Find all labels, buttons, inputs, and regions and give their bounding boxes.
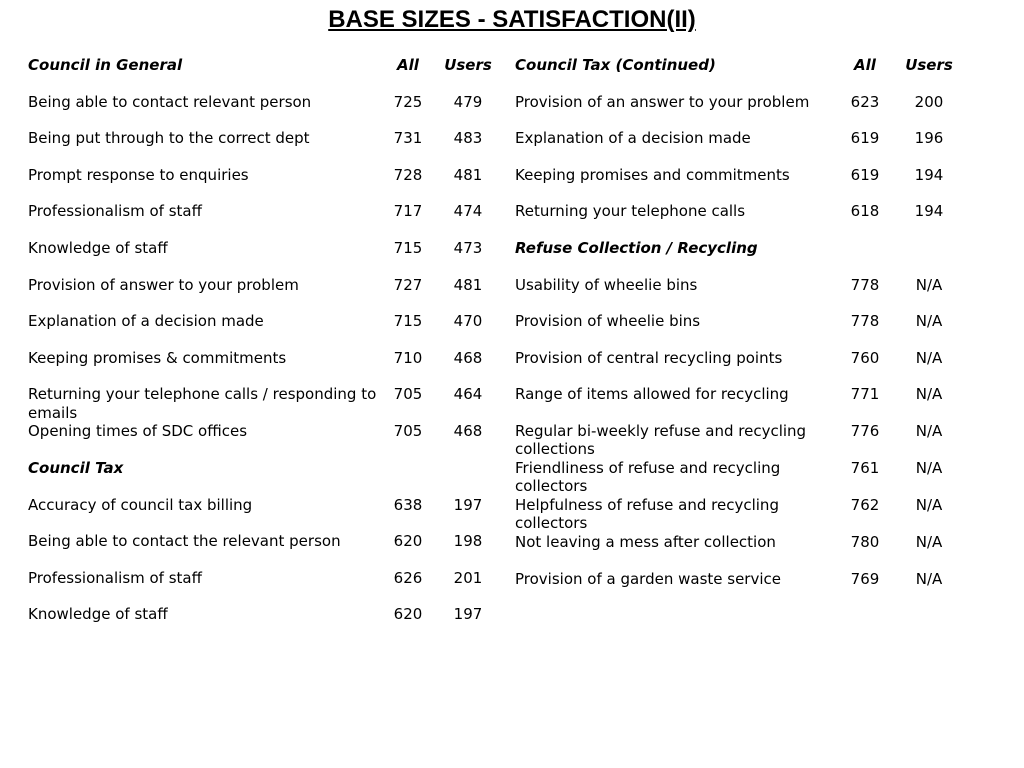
- row-label: Opening times of SDC offices: [28, 422, 248, 441]
- row-label: Keeping promises and commitments: [515, 165, 790, 184]
- council-tax-continued-table: [515, 56, 965, 606]
- table-row: [515, 93, 965, 130]
- column-header-all: All: [397, 56, 419, 74]
- table-row: [515, 129, 965, 166]
- table-row: [28, 93, 502, 130]
- table-row: [28, 276, 502, 313]
- row-users-value: N/A: [915, 458, 943, 477]
- row-label: Knowledge of staff: [28, 605, 168, 624]
- row-users-value: 194: [914, 165, 944, 184]
- section-header-row: [515, 239, 965, 276]
- table-row: [28, 605, 502, 642]
- row-all-value: 705: [393, 385, 423, 404]
- row-label: Refuse Collection / Recycling: [515, 238, 758, 257]
- row-users-value: 194: [914, 202, 944, 221]
- row-users-value: 197: [453, 605, 483, 624]
- row-label: Provision of a garden waste service: [515, 569, 781, 588]
- table-row: [515, 349, 965, 386]
- table-row: [515, 422, 965, 459]
- table-row: [28, 202, 502, 239]
- row-label: Professionalism of staff: [28, 568, 202, 587]
- row-all-value: 715: [393, 312, 423, 331]
- row-label: Explanation of a decision made: [515, 129, 751, 148]
- row-users-value: N/A: [915, 495, 943, 514]
- row-all-value: [382, 459, 434, 496]
- row-users-value: 198: [453, 532, 483, 551]
- row-all-value: 725: [393, 92, 423, 111]
- table-row: [28, 496, 502, 533]
- row-all-value: 778: [850, 312, 880, 331]
- row-all-value: 626: [393, 568, 423, 587]
- column-header-users: Users: [905, 56, 953, 74]
- row-label: Friendliness of refuse and recycling collectors: [515, 458, 781, 496]
- table-row: [515, 312, 965, 349]
- row-label: Helpfulness of refuse and recycling collectors: [515, 495, 779, 533]
- row-all-value: 761: [850, 458, 880, 477]
- row-all-value: 731: [393, 129, 423, 148]
- table-row: [28, 385, 502, 422]
- row-users-value: 197: [453, 495, 483, 514]
- row-all-value: 760: [850, 348, 880, 367]
- row-all-value: 762: [850, 495, 880, 514]
- column-header-label: Council Tax (Continued): [515, 56, 716, 74]
- section-header-row: [28, 459, 502, 496]
- table-row: [28, 312, 502, 349]
- table-row: [28, 349, 502, 386]
- row-users-value: N/A: [915, 569, 943, 588]
- table-row: [28, 532, 502, 569]
- row-label: Keeping promises & commitments: [28, 348, 287, 367]
- row-label: Not leaving a mess after collection: [515, 532, 776, 551]
- row-label: Council Tax: [28, 458, 124, 477]
- row-users-value: 473: [453, 238, 483, 257]
- row-all-value: 620: [393, 605, 423, 624]
- row-all-value: 710: [393, 348, 423, 367]
- row-users-value: 464: [453, 385, 483, 404]
- row-all-value: 776: [850, 421, 880, 440]
- row-all-value: 618: [850, 202, 880, 221]
- row-label: Regular bi-weekly refuse and recycling collections: [515, 421, 807, 459]
- row-users-value: N/A: [915, 532, 943, 551]
- row-users-value: 468: [453, 422, 483, 441]
- row-users-value: N/A: [915, 312, 943, 331]
- table-row: [515, 459, 965, 496]
- table-row: [28, 422, 502, 459]
- row-all-value: 771: [850, 385, 880, 404]
- row-all-value: 715: [393, 238, 423, 257]
- row-all-value: 778: [850, 275, 880, 294]
- row-users-value: 196: [914, 129, 944, 148]
- table-row: [515, 496, 965, 533]
- row-users-value: 483: [453, 129, 483, 148]
- row-label: Accuracy of council tax billing: [28, 495, 253, 514]
- row-users-value: [893, 239, 965, 276]
- row-label: Provision of wheelie bins: [515, 312, 701, 331]
- table-row: [515, 385, 965, 422]
- council-in-general-table: [28, 56, 502, 642]
- row-all-value: 619: [850, 165, 880, 184]
- row-users-value: N/A: [915, 421, 943, 440]
- row-label: Provision of an answer to your problem: [515, 92, 810, 111]
- row-all-value: 728: [393, 165, 423, 184]
- row-users-value: 474: [453, 202, 483, 221]
- table-row: [28, 239, 502, 276]
- row-label: Knowledge of staff: [28, 238, 168, 257]
- row-label: Provision of central recycling points: [515, 348, 783, 367]
- row-all-value: 619: [850, 129, 880, 148]
- row-users-value: 481: [453, 275, 483, 294]
- row-all-value: 717: [393, 202, 423, 221]
- row-users-value: 481: [453, 165, 483, 184]
- table-row: [28, 166, 502, 203]
- table-row: [515, 202, 965, 239]
- column-header-all: All: [854, 56, 876, 74]
- table-header-row: [28, 56, 502, 93]
- row-label: Returning your telephone calls: [515, 202, 746, 221]
- table-row: [515, 276, 965, 313]
- row-users-value: N/A: [915, 275, 943, 294]
- row-all-value: [837, 239, 893, 276]
- row-label: Explanation of a decision made: [28, 312, 264, 331]
- page-title: BASE SIZES - SATISFACTION(II): [328, 6, 696, 33]
- table-header-row: [515, 56, 965, 93]
- row-all-value: 623: [850, 92, 880, 111]
- row-label: Usability of wheelie bins: [515, 275, 698, 294]
- row-users-value: 479: [453, 92, 483, 111]
- row-all-value: 780: [850, 532, 880, 551]
- row-label: Provision of answer to your problem: [28, 275, 299, 294]
- row-all-value: 638: [393, 495, 423, 514]
- row-label: Being put through to the correct dept: [28, 129, 310, 148]
- row-all-value: 705: [393, 422, 423, 441]
- table-row: [28, 569, 502, 606]
- row-label: Range of items allowed for recycling: [515, 385, 789, 404]
- row-label: Being able to contact the relevant person: [28, 532, 341, 551]
- table-row: [515, 166, 965, 203]
- column-header-users: Users: [444, 56, 492, 74]
- row-users-value: 468: [453, 348, 483, 367]
- row-users-value: 200: [914, 92, 944, 111]
- row-all-value: 727: [393, 275, 423, 294]
- table-row: [515, 570, 965, 607]
- row-label: Returning your telephone calls / responding to emails: [28, 385, 377, 422]
- row-label: Professionalism of staff: [28, 202, 202, 221]
- column-header-label: Council in General: [28, 56, 183, 74]
- table-row: [28, 129, 502, 166]
- row-users-value: [434, 459, 502, 496]
- row-users-value: 470: [453, 312, 483, 331]
- row-all-value: 769: [850, 569, 880, 588]
- table-row: [515, 533, 965, 570]
- row-all-value: 620: [393, 532, 423, 551]
- row-users-value: N/A: [915, 348, 943, 367]
- row-users-value: 201: [453, 568, 483, 587]
- row-label: Prompt response to enquiries: [28, 165, 249, 184]
- row-users-value: N/A: [915, 385, 943, 404]
- row-label: Being able to contact relevant person: [28, 92, 312, 111]
